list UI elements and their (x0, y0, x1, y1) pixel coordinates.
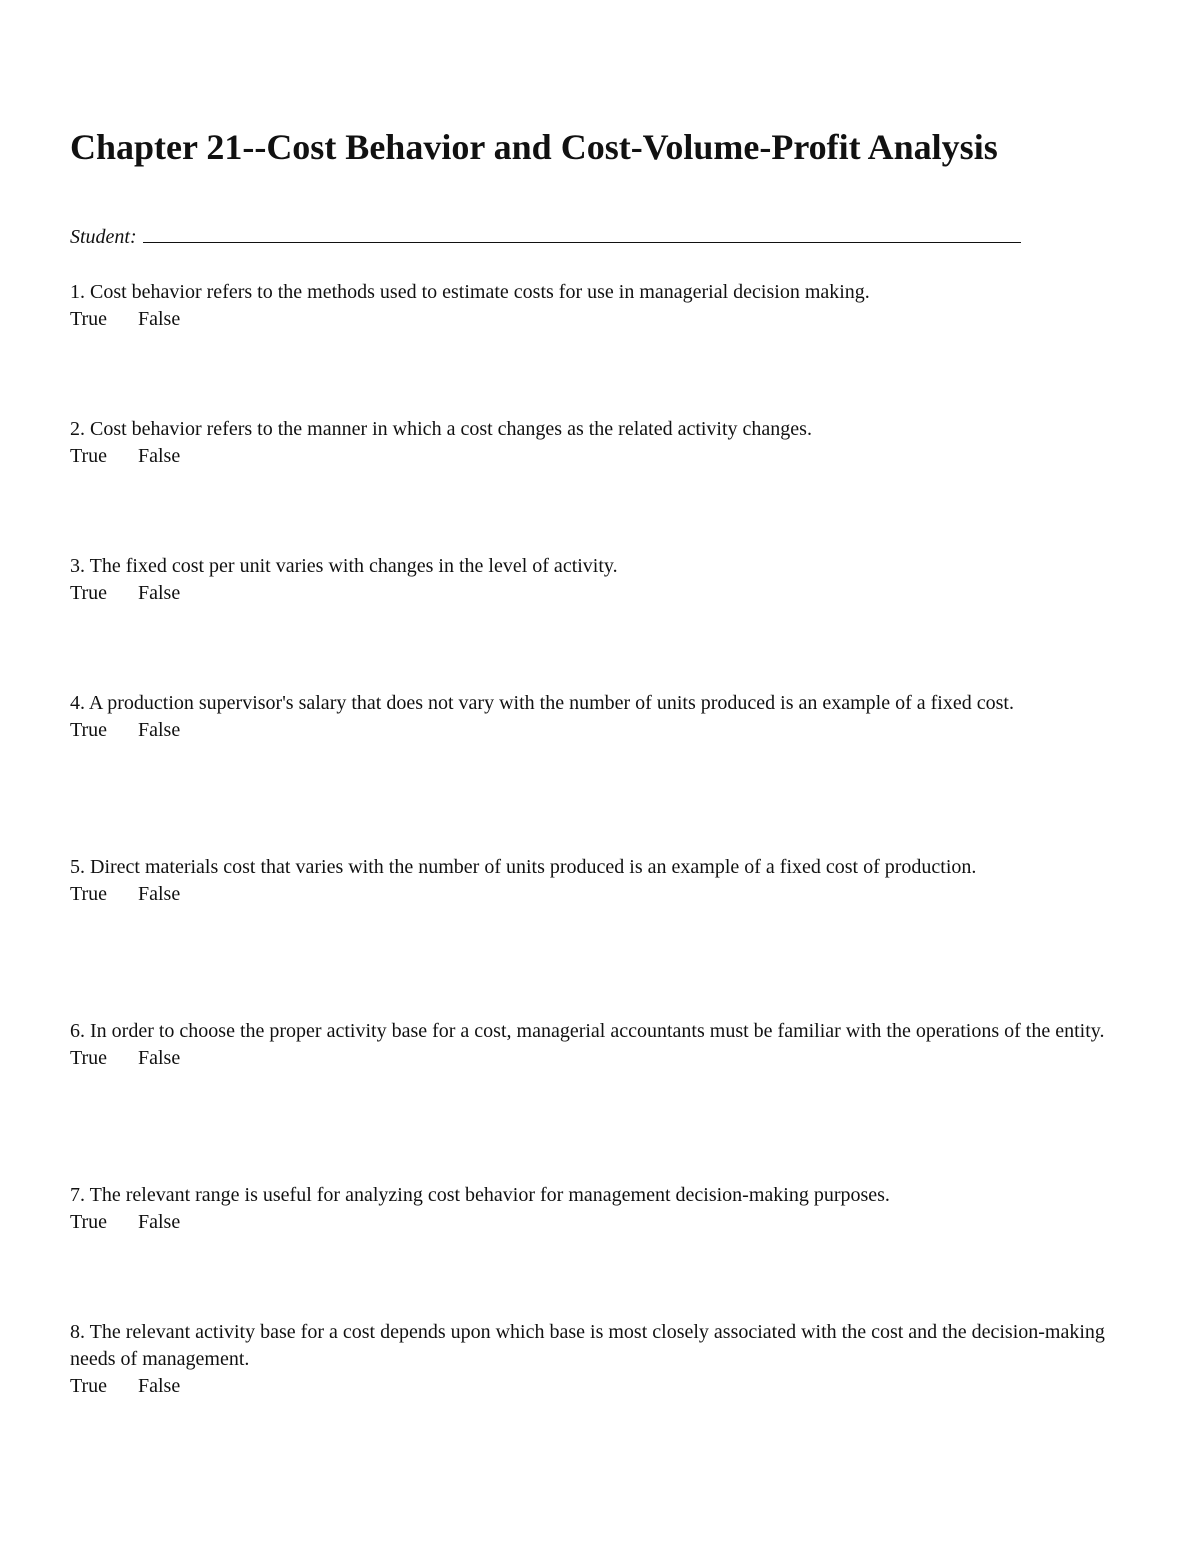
answer-true: True (70, 1211, 108, 1233)
question-6 (70, 1018, 1140, 1072)
answer-options (70, 1373, 1140, 1400)
answer-true: True (70, 719, 108, 741)
question-2 (70, 416, 1140, 470)
question-text: 5. Direct materials cost that varies with the number of units produced is an example of a fixed cost of production. (70, 856, 977, 878)
answer-true: True (70, 308, 108, 330)
student-name-blank (143, 222, 1021, 243)
answer-false: False (138, 1375, 181, 1397)
answer-true: True (70, 1375, 108, 1397)
answer-options (70, 717, 1140, 744)
question-text: 2. Cost behavior refers to the manner in which a cost changes as the related activity changes. (70, 418, 812, 440)
question-8 (70, 1319, 1140, 1400)
answer-true: True (70, 883, 108, 905)
question-text: 8. The relevant activity base for a cost depends upon which base is most closely associated with the cost and the decision-making needs of management. (70, 1321, 1105, 1370)
answer-false: False (138, 1047, 181, 1069)
question-7 (70, 1182, 1140, 1236)
question-1 (70, 279, 1140, 333)
question-text: 7. The relevant range is useful for analyzing cost behavior for management decision-making purposes. (70, 1184, 890, 1206)
answer-true: True (70, 1047, 108, 1069)
answer-options (70, 443, 1140, 470)
answer-false: False (138, 1211, 181, 1233)
question-text: 4. A production supervisor's salary that does not vary with the number of units produced is an example of a fixed cost. (70, 692, 1014, 714)
answer-options (70, 1045, 1140, 1072)
student-field (70, 222, 1021, 250)
page-title: Chapter 21--Cost Behavior and Cost-Volume-Profit Analysis (70, 127, 998, 167)
answer-false: False (138, 883, 181, 905)
answer-false: False (138, 582, 181, 604)
answer-true: True (70, 582, 108, 604)
question-text: 1. Cost behavior refers to the methods used to estimate costs for use in managerial decision making. (70, 281, 870, 303)
answer-options (70, 881, 1140, 908)
question-text: 6. In order to choose the proper activity base for a cost, managerial accountants must be familiar with the operations of the entity. (70, 1020, 1105, 1042)
question-4 (70, 690, 1140, 744)
question-3 (70, 553, 1140, 607)
answer-options (70, 306, 1140, 333)
student-label: Student: (70, 226, 137, 248)
question-text: 3. The fixed cost per unit varies with changes in the level of activity. (70, 555, 618, 577)
answer-options (70, 1209, 1140, 1236)
question-5 (70, 854, 1140, 908)
answer-false: False (138, 308, 181, 330)
answer-false: False (138, 719, 181, 741)
answer-false: False (138, 445, 181, 467)
answer-options (70, 580, 1140, 607)
answer-true: True (70, 445, 108, 467)
